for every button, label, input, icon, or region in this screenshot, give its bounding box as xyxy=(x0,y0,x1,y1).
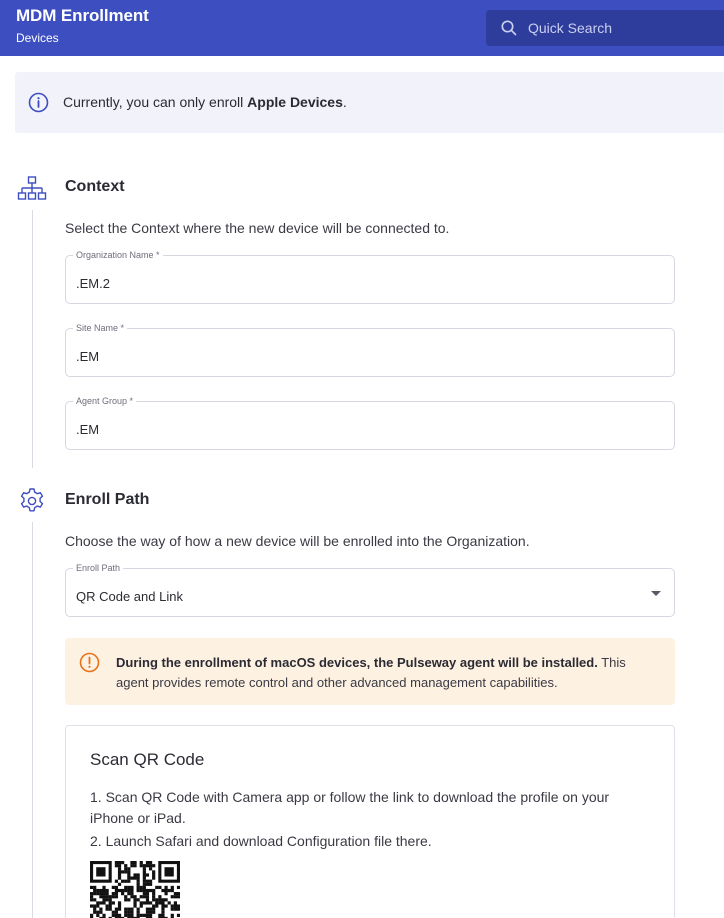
organization-name-field[interactable] xyxy=(65,250,675,304)
enroll-path-description: Choose the way of how a new device will be enrolled into the Organization. xyxy=(65,533,530,549)
breadcrumb[interactable]: Devices xyxy=(16,31,59,45)
field-value: QR Code and Link xyxy=(76,589,183,604)
warning-circle-icon xyxy=(79,652,100,673)
info-circle-icon xyxy=(28,92,49,113)
qr-step-2: 2. Launch Safari and download Configuration file there. xyxy=(90,833,432,849)
qr-card xyxy=(65,725,675,918)
field-label: Site Name * xyxy=(73,323,127,333)
field-value: .EM xyxy=(76,422,100,437)
warning-banner xyxy=(65,638,675,705)
enroll-path-title: Enroll Path xyxy=(65,491,150,508)
search-icon xyxy=(500,19,518,37)
agent-group-field[interactable] xyxy=(65,396,675,450)
context-title: Context xyxy=(65,178,125,195)
timeline-divider xyxy=(32,210,33,468)
hierarchy-icon xyxy=(17,174,47,204)
warning-text: During the enrollment of macOS devices, the Pulseway agent will be installed. This agent provides remote control and other advanced management capabilities. xyxy=(116,655,626,690)
site-name-field[interactable] xyxy=(65,323,675,377)
gear-icon xyxy=(17,486,47,516)
field-label: Enroll Path xyxy=(73,563,123,573)
qr-card-title: Scan QR Code xyxy=(90,750,205,769)
top-bar xyxy=(0,0,724,56)
field-label: Organization Name * xyxy=(73,250,163,260)
field-value: .EM xyxy=(76,349,100,364)
timeline-divider xyxy=(32,522,33,918)
qr-code-image xyxy=(90,861,180,918)
info-text: Currently, you can only enroll Apple Devices. xyxy=(63,94,347,110)
page-title: MDM Enrollment xyxy=(16,6,149,25)
field-value: .EM.2 xyxy=(76,276,110,291)
field-label: Agent Group * xyxy=(73,396,136,406)
context-description: Select the Context where the new device will be connected to. xyxy=(65,220,450,236)
qr-step-1: 1. Scan QR Code with Camera app or follow the link to download the profile on your iPhone or iPad. xyxy=(90,789,610,826)
info-banner xyxy=(15,72,724,133)
search-input[interactable] xyxy=(528,10,724,46)
quick-search[interactable] xyxy=(486,10,724,46)
enroll-path-select[interactable] xyxy=(65,563,675,617)
chevron-down-icon[interactable] xyxy=(651,591,661,596)
